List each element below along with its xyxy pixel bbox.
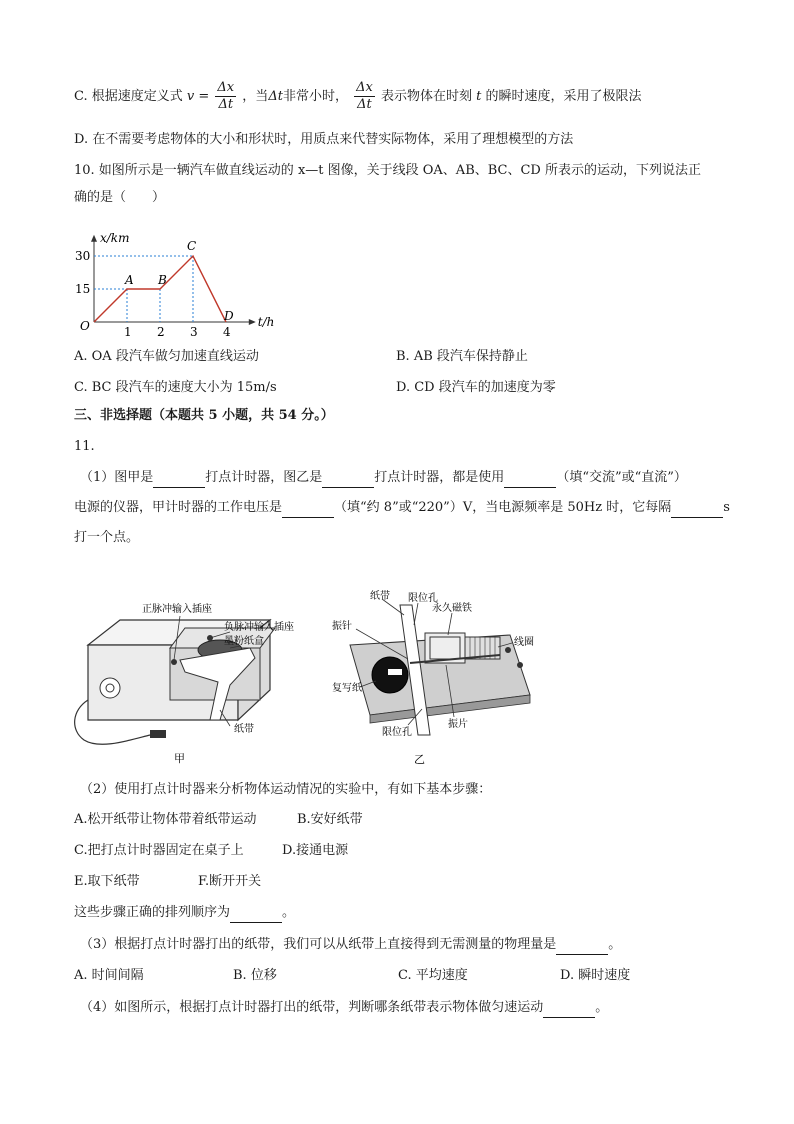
q9-c-post1: 表示物体在时刻 <box>380 89 472 104</box>
point-label-B: B <box>158 273 167 287</box>
q11-part3-option-b: B. 位移 <box>233 968 277 983</box>
q11-number: 11. <box>74 439 95 454</box>
p1-d: （填“交流”或“直流”） <box>556 470 687 485</box>
q9-c-v: v <box>186 89 195 104</box>
label-magnet: 永久磁铁 <box>432 603 472 614</box>
q11-part1-line1 <box>80 468 687 488</box>
p1-b: 打点计时器，图乙是 <box>205 470 323 485</box>
frac-den: Δt <box>357 97 372 112</box>
disc-mark <box>388 669 402 675</box>
section-title: 三、非选择题（本题共 5 小题，共 54 分。） <box>74 408 334 423</box>
blank-7[interactable] <box>556 940 608 955</box>
q11-part1-line3: 打一个点。 <box>74 530 140 545</box>
q11-part2-order <box>74 903 295 923</box>
x-tick-1: 1 <box>124 325 132 338</box>
label-hole-top: 限位孔 <box>408 593 438 604</box>
x-axis-label: t/h <box>257 315 275 329</box>
q10-option-a: A. OA 段汽车做匀加速直线运动 <box>74 349 259 364</box>
label-reed: 振片 <box>448 719 468 730</box>
q10-stem-line2: 确的是（ ） <box>74 190 166 205</box>
q10-option-d: D. CD 段汽车的加速度为零 <box>396 380 556 395</box>
p4-stem-text: （4）如图所示，根据打点计时器打出的纸带，判断哪条纸带表示物体做匀速运动 <box>80 1000 544 1015</box>
q11-step-d: D.接通电源 <box>282 843 349 858</box>
x-axis-arrow <box>249 319 256 325</box>
q9-option-c <box>74 80 642 113</box>
q9-c-mid2: 非常小时， <box>282 89 348 104</box>
label-positive-socket: 正脉冲输入插座 <box>142 604 212 615</box>
q9-c-post2: 的瞬时速度，采用了极限法 <box>485 89 642 104</box>
p3-end: 。 <box>608 937 622 952</box>
blank-6[interactable] <box>230 908 282 923</box>
figure-b-electric-spark-timer <box>330 585 550 770</box>
q10-stem-line1: 10. 如图所示是一辆汽车做直线运动的 x—t 图像，关于线段 OA、AB、BC、CD 所表示的运动，下列说法正 <box>74 163 701 178</box>
q9-c-mid1: ，当 <box>242 89 269 104</box>
p1-e: 电源的仪器，甲计时器的工作电压是 <box>74 500 283 515</box>
p1-c: 打点计时器，都是使用 <box>374 470 505 485</box>
blank-1[interactable] <box>153 473 205 488</box>
caption-b: 乙 <box>414 753 425 766</box>
label-hole-bottom: 限位孔 <box>382 727 412 738</box>
point-label-C: C <box>187 239 197 253</box>
point-label-D: D <box>224 309 234 323</box>
caption-a: 甲 <box>174 752 185 765</box>
y-tick-30: 30 <box>75 249 91 263</box>
p1-a: （1）图甲是 <box>80 470 154 485</box>
blank-3[interactable] <box>504 473 556 488</box>
q9-option-d: D. 在不需要考虑物体的大小和形状时，用质点来代替实际物体，采用了理想模型的方法 <box>74 132 574 147</box>
terminal-1 <box>505 647 511 653</box>
q11-part3-option-a: A. 时间间隔 <box>74 968 144 983</box>
q11-part3-option-c: C. 平均速度 <box>398 968 468 983</box>
q9-c-prefix: C. 根据速度定义式 <box>74 89 183 104</box>
frac-den: Δt <box>218 97 234 112</box>
q11-part3-option-d: D. 瞬时速度 <box>560 968 631 983</box>
p2-order-text: 这些步骤正确的排列顺序为 <box>74 905 231 920</box>
p3-stem-text: （3）根据打点计时器打出的纸带，我们可以从纸带上直接得到无需测量的物理量是 <box>80 937 557 952</box>
q9-fraction-2 <box>354 80 375 113</box>
p1-f: （填“约 8”或“220”）V，当电源频率是 50Hz 时，它每隔 <box>334 500 672 515</box>
q11-step-b: B.安好纸带 <box>297 812 363 827</box>
frac-num: Δx <box>356 80 373 95</box>
knob-center <box>106 684 114 692</box>
y-axis-arrow <box>91 235 97 242</box>
q11-step-c: C.把打点计时器固定在桌子上 <box>74 843 244 858</box>
q11-part2-stem: （2）使用打点计时器来分析物体运动情况的实验中，有如下基本步骤： <box>80 782 492 797</box>
q11-step-f: F.断开开关 <box>198 874 262 889</box>
q10-option-b: B. AB 段汽车保持静止 <box>396 349 528 364</box>
terminal-2 <box>517 662 523 668</box>
q11-step-e: E.取下纸带 <box>74 874 140 889</box>
x-tick-3: 3 <box>190 325 198 338</box>
label-ink-box: 墨粉纸盒 <box>224 636 264 647</box>
y-axis-label: x/km <box>100 230 130 245</box>
leader-hole-top <box>414 603 418 625</box>
label-tape: 纸带 <box>234 724 254 735</box>
label-coil: 线圈 <box>514 637 534 648</box>
label-needle: 振针 <box>332 621 352 632</box>
q9-c-t: t <box>476 89 482 104</box>
label-carbon: 复写纸 <box>332 683 362 694</box>
q9-fraction-1 <box>215 80 236 113</box>
point-label-O: O <box>80 319 90 333</box>
blank-8[interactable] <box>543 1003 595 1018</box>
plug <box>150 730 166 738</box>
p2-end: 。 <box>282 905 296 920</box>
x-tick-2: 2 <box>157 325 165 338</box>
q11-part4-stem <box>80 998 608 1018</box>
blank-4[interactable] <box>282 503 334 518</box>
series-line <box>94 256 226 322</box>
label-tape: 纸带 <box>370 591 390 602</box>
leader-magnet <box>448 613 452 635</box>
xt-graph <box>70 218 280 338</box>
q11-step-a: A.松开纸带让物体带着纸带运动 <box>74 812 257 827</box>
q9-c-eq: = <box>194 89 214 104</box>
p1-g: s <box>723 500 730 515</box>
q9-c-dt: Δt <box>268 89 283 104</box>
point-label-A: A <box>125 273 134 287</box>
blank-5[interactable] <box>671 503 723 518</box>
q11-part1-line2 <box>74 498 730 518</box>
y-tick-15: 15 <box>75 282 91 296</box>
q11-part3-stem <box>80 935 621 955</box>
figure-a-electromagnetic-timer <box>70 590 310 770</box>
q10-option-c: C. BC 段汽车的速度大小为 15m/s <box>74 380 277 395</box>
label-negative-socket: 负脉冲输入插座 <box>224 622 294 633</box>
x-tick-4: 4 <box>223 325 231 338</box>
p4-end: 。 <box>595 1000 609 1015</box>
frac-num: Δx <box>217 80 235 95</box>
blank-2[interactable] <box>322 473 374 488</box>
